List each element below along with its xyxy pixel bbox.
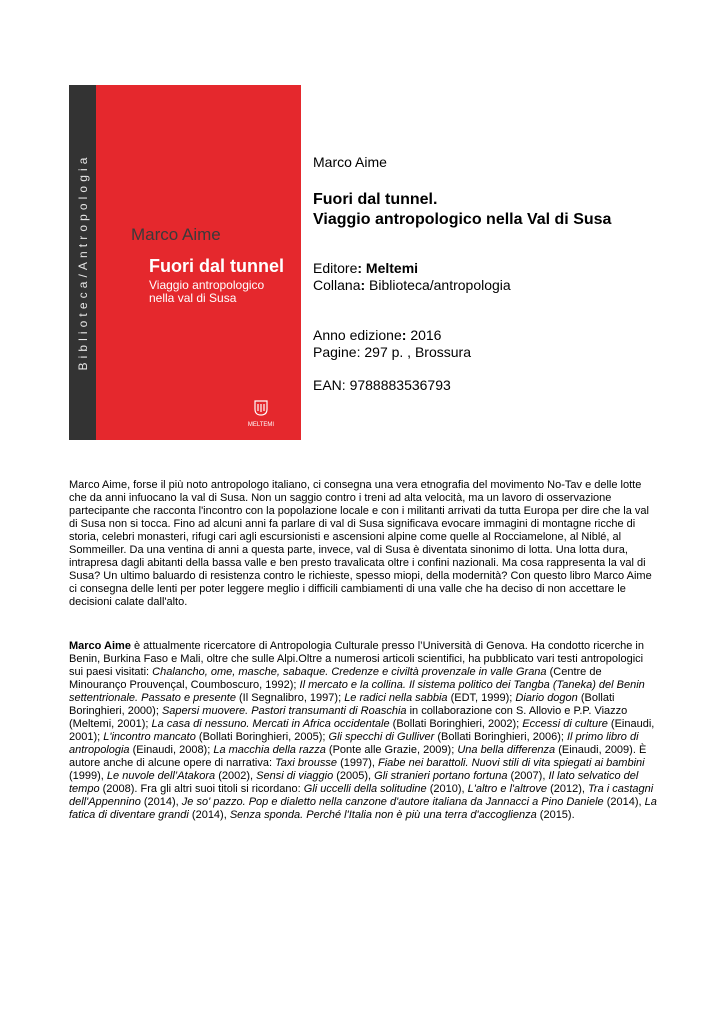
series-value: Biblioteca/antropologia [369,277,511,293]
book-cover [69,85,301,440]
bio-text: (Bollati Boringhieri, 2006); [434,731,567,743]
bio-work-title: Il lato selvatico del tempo [69,770,639,795]
publisher-line: Editore: Meltemi [313,260,419,276]
edition-year-line: Anno edizione: 2016 [313,327,442,343]
bio-text: (2014), [140,796,182,808]
publisher-logo-text: MELTEMI [247,422,275,428]
bio-work-title: Sapersi muovere. Pastori transumanti di Roaschia [161,705,407,717]
book-title [313,190,611,230]
cover-title: Fuori dal tunnel [149,256,284,276]
cover-author: Marco Aime [131,225,221,244]
bio-text: (Bollati Boringhieri, 2005); [195,731,329,743]
bio-text: (Bollati Boringhieri, 2002); [389,718,523,730]
bio-work-title: La casa di nessuno. Mercati in Africa occidentale [151,718,390,730]
publisher-logo [246,400,276,428]
bio-text: in collaborazione con S. Allovio e P.P. Viazzo (Meltemi, 2001); [69,705,628,730]
bio-work-title: Il mercato e la collina. Il sistema politico dei Tangba (Taneka) del Benin settentrionale. Passato e presente [69,679,645,704]
bio-work-title: Fiabe nei barattoli. Nuovi stili di vita spiegati ai bambini [378,757,645,769]
bio-text: (Ponte alle Grazie, 2009); [325,744,458,756]
series-label: Collana [313,277,361,293]
bio-work-title: La fatica di diventare grandi [69,796,657,821]
bio-text: (Bollati Boringhieri, 2000); [69,692,615,717]
publisher-emblem-icon [254,400,268,416]
edition-year-label: Anno edizione [313,327,402,343]
bio-work-title: Gli specchi di Gulliver [328,731,435,743]
bio-text: è attualmente ricercatore di Antropologia Culturale presso l’Università di Genova. Ha condotto ricerche in Benin, Burkina Faso e Mali, oltre che sulle Alpi.Oltre a numerosi articoli scientifici, ha pubblicato vari testi antropologici sui paesi visitati: [69,640,644,678]
bio-text: (2014), [603,796,645,808]
author-bio [69,640,659,822]
bio-text: (Einaudi, 2008); [129,744,214,756]
book-author: Marco Aime [313,154,387,170]
publisher-value: Meltemi [365,260,419,276]
bio-text: (2012), [547,783,589,795]
cover-subtitle-line1: Viaggio antropologico [149,278,265,292]
bio-work-title: Taxi brousse [275,757,338,769]
cover-subtitle [149,279,264,305]
bio-work-title: Tra i castagni dell'Appennino [69,783,654,808]
bio-text: (Einaudi, 2001); [69,718,655,743]
bio-work-title: Senza sponda. Perché l'Italia non è più una terra d'accoglienza [229,809,537,821]
book-description: Marco Aime, forse il più noto antropologo italiano, ci consegna una vera etnografia del movimento No-Tav e delle lotte che da anni infuocano la val di Susa. Non un saggio contro i treni ad alta velocità, ma un lavoro di osservazione partecipante che racconta l'incontro con la popolazione locale e con i militanti arrivati da tutta Europa per dire che la val di Susa non si tocca. Fino ad alcuni anni fa parlare di val di Susa significava evocare immagini di montagne ricche di storia, celebri monasteri, rifugi cari agli escursionisti e ascensioni alpine come quelle al Rocciamelone, al Niblé, al Sommeiller. Da una ventina di anni a questa parte, invece, val di Susa è diventata sinonimo di lotta. Una lotta dura, intrapresa dagli abitanti della bassa valle e ben presto travalicata oltre i confini nazionali. Ma cosa rappresenta la val di Susa? Un ultimo baluardo di resistenza contro le richieste, spesso miopi, della modernità? Con questo libro Marco Aime ci consegna delle lenti per poter leggere meglio i difficili cambiamenti di una valle che ha deciso di non accettare le decisioni calate dall'alto. [69,479,652,608]
bio-text: (2014), [188,809,230,821]
bio-text: (2015). [536,809,575,821]
bio-text: (2007), [507,770,549,782]
bio-text: (Centre de Minouranço Prouvençal, Coumboscuro, 1992); [69,666,602,691]
bio-work-title: Je so' pazzo. Pop e dialetto nella canzone d'autore italiana da Jannacci a Pino Daniele [181,796,604,808]
pages-line: Pagine: 297 p. , Brossura [313,344,471,360]
series-line: Collana: Biblioteca/antropologia [313,277,511,293]
bio-text: (2010), [426,783,468,795]
bio-work-title: Eccessi di culture [522,718,608,730]
bio-text: (Il Segnalibro, 1997); [235,692,345,704]
bio-work-title: La macchia della razza [213,744,326,756]
bio-text: (Einaudi, 2009). È autore anche di alcune opere di narrativa: [69,744,647,769]
bio-work-title: Le radici nella sabbia [344,692,448,704]
ean-line: EAN: 9788883536793 [313,377,451,393]
cover-spine [69,85,96,440]
book-title-line2: Viaggio antropologico nella Val di Susa [313,211,612,228]
bio-text: (2002), [215,770,257,782]
cover-series-label: Biblioteca/Antropologia [75,153,90,371]
bio-text: (1999), [69,770,107,782]
bio-work-title: L'incontro mancato [103,731,196,743]
bio-text: (EDT, 1999); [447,692,516,704]
bio-text: (2005), [333,770,375,782]
bio-work-title: L'altro e l'altrove [467,783,548,795]
bio-work-title: Il primo libro di antropologia [69,731,639,756]
bio-work-title: Le nuvole dell’Atakora [106,770,216,782]
publisher-label: Editore [313,260,358,276]
bio-work-title: Diario dogon [515,692,578,704]
book-title-line1: Fuori dal tunnel. [313,191,438,208]
bio-work-title: Gli stranieri portano fortuna [374,770,508,782]
edition-year-value: 2016 [410,327,442,343]
bio-text: (1997), [337,757,379,769]
bio-work-title: Una bella differenza [457,744,556,756]
bio-work-title: Chalancho, ome, masche, sabaque. Credenze e civiltà provenzale in valle Grana [152,666,547,678]
bio-author-name: Marco Aime [69,640,131,652]
bio-work-title: Sensi di viaggio [256,770,334,782]
bio-text: (2008). Fra gli altri suoi titoli si ricordano: [99,783,304,795]
cover-subtitle-line2: nella val di Susa [149,291,237,305]
bio-work-title: Gli uccelli della solitudine [303,783,427,795]
